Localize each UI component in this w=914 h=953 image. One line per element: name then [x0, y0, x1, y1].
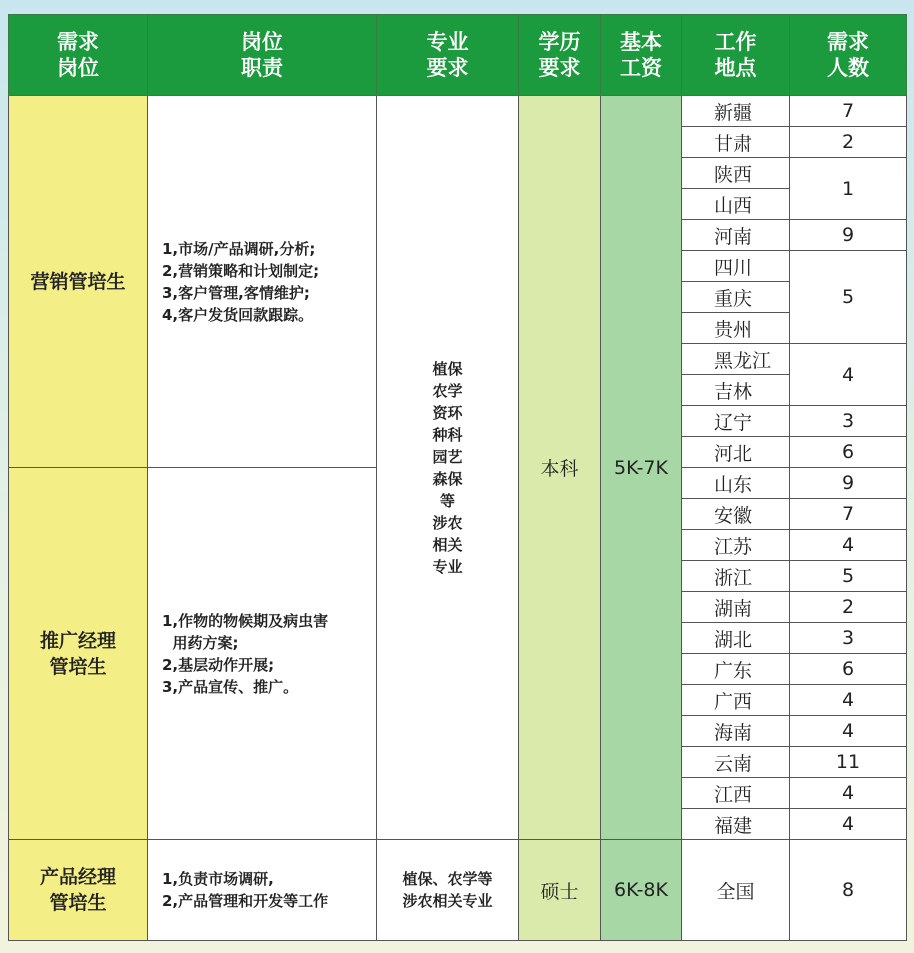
duty-line: 2,基层动作开展;	[162, 655, 275, 674]
location-cell: 安徽	[682, 499, 790, 530]
duty-line: 2,产品管理和开发等工作	[162, 892, 329, 910]
location-cell: 海南	[682, 716, 790, 747]
location-cell: 山西	[682, 189, 790, 220]
count-cell: 9	[790, 468, 907, 499]
header-salary: 基本 工资	[601, 15, 682, 96]
count-cell: 7	[790, 96, 907, 127]
duty-line: 4,客户发货回款跟踪。	[162, 305, 314, 324]
header-education: 学历 要求	[519, 15, 601, 96]
recruitment-table	[8, 14, 907, 941]
header-major: 专业 要求	[377, 15, 519, 96]
location-cell: 云南	[682, 747, 790, 778]
location-cell: 河南	[682, 220, 790, 251]
count-cell: 4	[790, 530, 907, 561]
location-cell: 江苏	[682, 530, 790, 561]
header-duty: 岗位 职责	[148, 15, 377, 96]
location-cell: 甘肃	[682, 127, 790, 158]
location-cell: 陕西	[682, 158, 790, 189]
duty-line: 2,营销策略和计划制定;	[162, 261, 320, 280]
location-cell: 重庆	[682, 282, 790, 313]
position-product-manager-trainee: 产品经理 管培生	[9, 840, 148, 941]
table-row	[9, 96, 907, 127]
product-base-salary: 6K-8K	[601, 840, 682, 941]
location-cell: 湖北	[682, 623, 790, 654]
duty-marketing-trainee	[148, 96, 377, 468]
duty-line: 3,客户管理,客情维护;	[162, 283, 310, 302]
location-cell: 广西	[682, 685, 790, 716]
header-row	[9, 15, 907, 96]
duty-line: 用药方案;	[162, 633, 239, 652]
location-cell: 黑龙江	[682, 344, 790, 375]
location-cell: 广东	[682, 654, 790, 685]
count-cell: 6	[790, 437, 907, 468]
location-cell: 贵州	[682, 313, 790, 344]
position-marketing-trainee: 营销管培生	[9, 96, 148, 468]
location-cell: 浙江	[682, 561, 790, 592]
education-requirement: 本科	[519, 96, 601, 840]
base-salary: 5K-7K	[601, 96, 682, 840]
header-count: 需求 人数	[790, 15, 907, 96]
duty-promotion-manager-trainee	[148, 468, 377, 840]
count-cell: 9	[790, 220, 907, 251]
position-promotion-manager-trainee: 推广经理 管培生	[9, 468, 148, 840]
count-cell: 4	[790, 344, 907, 406]
location-cell: 江西	[682, 778, 790, 809]
count-cell: 4	[790, 778, 907, 809]
duty-line: 1,负责市场调研,	[162, 870, 274, 888]
product-count: 8	[790, 840, 907, 941]
count-cell: 4	[790, 716, 907, 747]
duty-product-manager-trainee	[148, 840, 377, 941]
duty-line: 1,市场/产品调研,分析;	[162, 239, 316, 258]
location-cell: 吉林	[682, 375, 790, 406]
product-location: 全国	[682, 840, 790, 941]
product-education-requirement: 硕士	[519, 840, 601, 941]
location-cell: 四川	[682, 251, 790, 282]
location-cell: 山东	[682, 468, 790, 499]
duty-line: 1,作物的物候期及病虫害	[162, 611, 329, 630]
table-row-product-manager	[9, 840, 907, 941]
major-requirement: 植保 农学 资环 种科 园艺 森保 等 涉农 相关 专业	[377, 96, 519, 840]
count-cell: 2	[790, 592, 907, 623]
header-position: 需求 岗位	[9, 15, 148, 96]
header-location: 工作 地点	[682, 15, 790, 96]
location-cell: 湖南	[682, 592, 790, 623]
count-cell: 5	[790, 251, 907, 344]
count-cell: 3	[790, 406, 907, 437]
product-major-requirement: 植保、农学等 涉农相关专业	[377, 840, 519, 941]
count-cell: 4	[790, 809, 907, 840]
duty-line: 3,产品宣传、推广。	[162, 677, 299, 696]
recruitment-table-wrapper	[8, 14, 906, 941]
count-cell: 2	[790, 127, 907, 158]
location-cell: 河北	[682, 437, 790, 468]
location-cell: 福建	[682, 809, 790, 840]
count-cell: 11	[790, 747, 907, 778]
location-cell: 辽宁	[682, 406, 790, 437]
count-cell: 5	[790, 561, 907, 592]
count-cell: 1	[790, 158, 907, 220]
count-cell: 6	[790, 654, 907, 685]
count-cell: 7	[790, 499, 907, 530]
location-cell: 新疆	[682, 96, 790, 127]
count-cell: 3	[790, 623, 907, 654]
count-cell: 4	[790, 685, 907, 716]
